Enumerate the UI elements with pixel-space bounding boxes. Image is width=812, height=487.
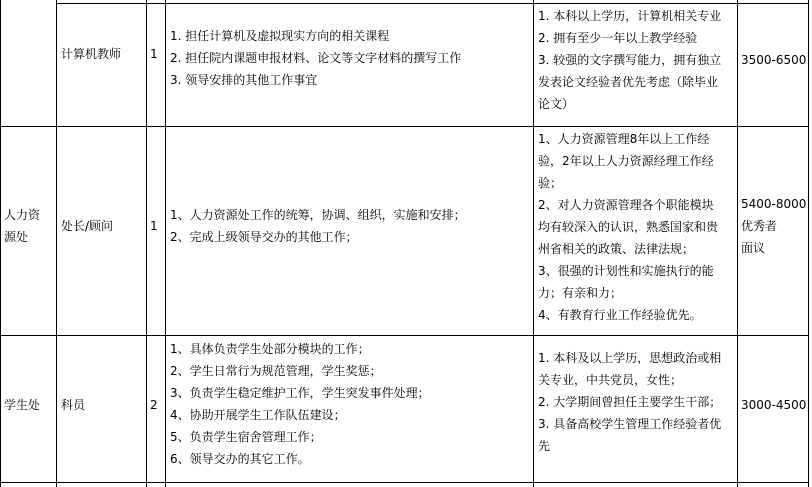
requirements-cell bbox=[538, 128, 736, 332]
row-divider bbox=[0, 482, 809, 483]
department-name: 人力资 bbox=[4, 208, 41, 222]
duties-cell bbox=[170, 338, 532, 478]
duty-item: 6、领导交办的其它工作。 bbox=[170, 452, 310, 466]
salary-cell bbox=[741, 49, 808, 71]
requirement-item: 2、对人力资源管理各个职能模块 bbox=[538, 198, 714, 212]
requirements-cell bbox=[538, 5, 736, 120]
duty-item: 2、完成上级领导交办的其他工作； bbox=[170, 230, 358, 244]
position-cell: 计算机教师 bbox=[61, 47, 122, 61]
requirement-item: 3、很强的计划性和实施执行的能 bbox=[538, 264, 714, 278]
department-name: 源处 bbox=[4, 230, 29, 244]
table-row bbox=[0, 127, 809, 335]
duty-item: 2、学生日常行为规范管理，学生奖惩； bbox=[170, 364, 382, 378]
salary-note: 优秀者 bbox=[741, 219, 778, 233]
requirement-item: 验，2年以上人力资源经理工作经 bbox=[538, 154, 714, 168]
department-name: 学生处 bbox=[4, 398, 41, 412]
salary-range: 3500-6500 bbox=[741, 53, 807, 67]
requirement-item: 州省相关的政策、法律法规； bbox=[538, 242, 695, 256]
table-row bbox=[0, 336, 809, 482]
duty-item: 3. 领导安排的其他工作事宜 bbox=[170, 73, 318, 87]
requirements-cell bbox=[538, 347, 736, 462]
requirement-item: 1、人力资源管理8年以上工作经 bbox=[538, 132, 710, 146]
requirement-item: 均有较深入的认识，熟悉国家和贵 bbox=[538, 220, 719, 234]
salary-cell bbox=[741, 193, 808, 261]
requirement-item: 3. 较强的文字撰写能力，拥有独立 bbox=[538, 53, 722, 67]
duty-item: 3、负责学生稳定维护工作，学生突发事件处理； bbox=[170, 386, 430, 400]
requirement-item: 发表论文经验者优先考虑（除毕业 bbox=[538, 75, 719, 89]
duties-cell bbox=[170, 204, 532, 250]
position-cell: 科员 bbox=[61, 398, 86, 412]
requirement-item: 论文） bbox=[538, 97, 575, 111]
department-cell bbox=[4, 394, 56, 416]
salary-note: 面议 bbox=[741, 241, 766, 255]
requirement-item: 3. 具备高校学生管理工作经验者优 bbox=[538, 417, 722, 431]
requirement-item: 先 bbox=[538, 439, 551, 453]
requirement-item: 2. 大学期间曾担任主要学生干部； bbox=[538, 395, 722, 409]
duty-item: 2. 担任院内课题申报材料、论文等文字材料的撰写工作 bbox=[170, 51, 462, 65]
requirement-item: 1. 本科及以上学历，思想政治或相 bbox=[538, 351, 722, 365]
requirement-item: 2. 拥有至少一年以上教学经验 bbox=[538, 31, 698, 45]
duty-item: 1、具体负责学生处部分模块的工作； bbox=[170, 342, 370, 356]
duty-item: 1、人力资源处工作的统筹，协调、组织，实施和安排； bbox=[170, 208, 466, 222]
duties-cell bbox=[170, 25, 532, 95]
headcount-cell: 1 bbox=[150, 219, 158, 233]
requirement-item: 1. 本科以上学历，计算机相关专业 bbox=[538, 9, 722, 23]
duty-item: 1. 担任计算机及虚拟现实方向的相关课程 bbox=[170, 29, 390, 43]
duty-item: 4、协助开展学生工作队伍建设； bbox=[170, 408, 346, 422]
headcount-cell: 2 bbox=[150, 398, 158, 412]
requirement-item: 4、有教育行业工作经验优先。 bbox=[538, 308, 702, 322]
salary-range: 5400-8000 bbox=[741, 197, 807, 211]
salary-cell bbox=[741, 394, 808, 416]
department-cell bbox=[4, 204, 56, 248]
duty-item: 5、负责学生宿舍管理工作； bbox=[170, 430, 322, 444]
table-row bbox=[0, 4, 809, 126]
salary-range: 3000-4500 bbox=[741, 398, 807, 412]
requirement-item: 力；有亲和力； bbox=[538, 286, 623, 300]
position-cell: 处长/顾问 bbox=[61, 219, 114, 233]
requirement-item: 关专业，中共党员，女性； bbox=[538, 373, 683, 387]
headcount-cell: 1 bbox=[150, 47, 158, 61]
requirement-item: 验； bbox=[538, 176, 563, 190]
